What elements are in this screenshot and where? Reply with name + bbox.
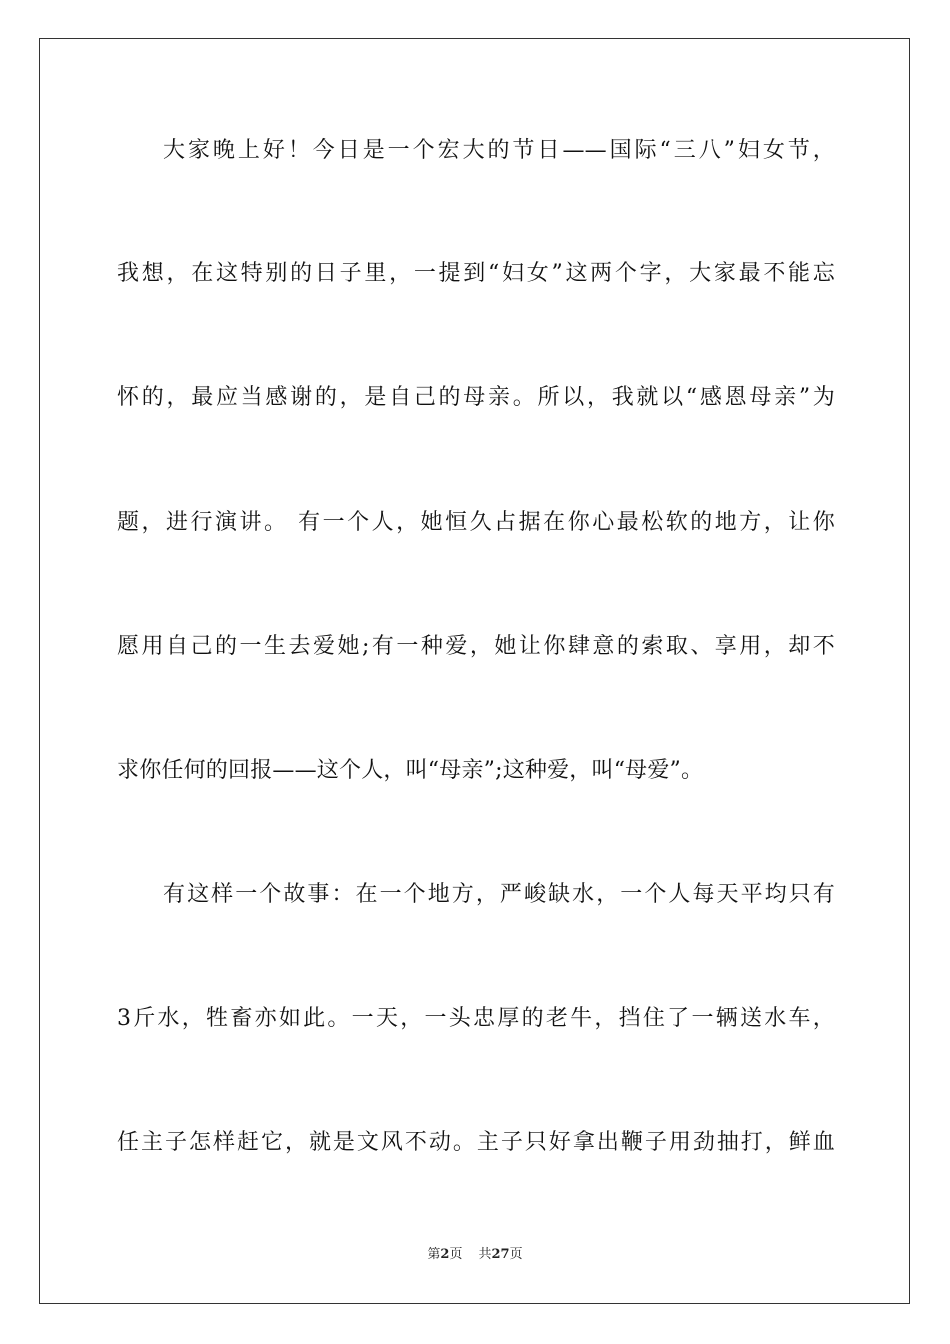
- paragraph-line-6: 求你任何的回报——这个人，叫“母亲”;这种爱，叫“母爱”。: [117, 758, 704, 783]
- paragraph-line-3: 怀的，最应当感谢的，是自己的母亲。所以，我就以“感恩母亲”为: [117, 385, 835, 410]
- paragraph-line-4: 题，进行演讲。 有一个人，她恒久占据在你心最松软的地方，让你: [117, 510, 835, 535]
- paragraph-line-2: 我想，在这特别的日子里，一提到“妇女”这两个字，大家最不能忘: [117, 261, 835, 286]
- total-pages-label: 共27页: [478, 1247, 523, 1262]
- page-footer: [0, 1246, 950, 1264]
- paragraph-line-5: 愿用自己的一生去爱她;有一种爱，她让你肆意的索取、享用，却不: [117, 634, 835, 659]
- paragraph-line-8: 3斤水，牲畜亦如此。一天，一头忠厚的老牛，挡住了一辆送水车，: [117, 1006, 835, 1031]
- paragraph-line-1: 大家晚上好！今日是一个宏大的节日——国际“三八”妇女节，: [163, 138, 835, 163]
- page-border: [39, 38, 910, 1304]
- paragraph-line-7: 有这样一个故事：在一个地方，严峻缺水，一个人每天平均只有: [163, 882, 835, 907]
- page-number-label: 第2页: [427, 1247, 463, 1262]
- paragraph-line-9: 任主子怎样赶它，就是文风不动。主子只好拿出鞭子用劲抽打，鲜血: [117, 1130, 835, 1155]
